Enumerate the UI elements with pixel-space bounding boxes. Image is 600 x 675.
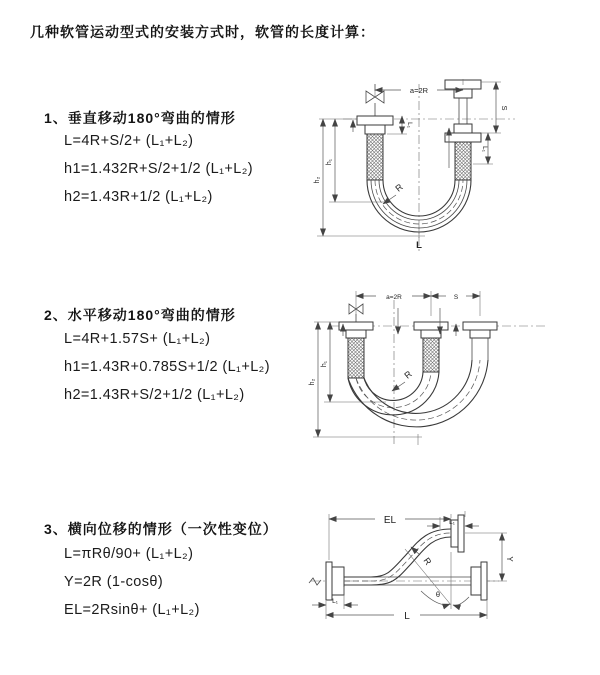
dim-label-a2r: a=2R: [409, 86, 429, 95]
dim-label-s: S: [500, 105, 509, 111]
dim-s: [431, 294, 480, 301]
callout-r: [411, 547, 434, 567]
section-2-heading: 2、水平移动180°弯曲的情形: [44, 307, 236, 323]
dim-label-l1-right: L₁: [481, 146, 488, 152]
dim-label-theta: θ: [435, 590, 441, 599]
dim-el: [329, 514, 451, 560]
dim-label-r: R: [421, 555, 434, 567]
dim-label-h1: h₁: [326, 158, 333, 166]
break-mark: [309, 578, 321, 585]
left-flange: [326, 562, 344, 600]
section-2-formula-L: L=4R+1.57S+ (L₁+L₂): [64, 331, 211, 347]
diagram-horizontal-180-bend: [310, 282, 590, 452]
section-3-heading: 3、横向位移的情形（一次性变位）: [44, 521, 278, 537]
section-3-formula-EL: EL=2Rsinθ+ (L₁+L₂): [64, 602, 200, 618]
diagram-lateral-displacement: [299, 505, 591, 645]
section-3-formula-L: L=πRθ/90+ (L₁+L₂): [64, 546, 194, 562]
dim-label-l: L: [404, 611, 410, 622]
dim-label-l: L: [416, 240, 422, 251]
dim-s: [481, 82, 509, 133]
dim-label-r: R: [393, 181, 405, 194]
right-fitting: [445, 80, 481, 180]
dim-label-l1-top: L₁: [449, 519, 455, 526]
section-2-formula-h2: h2=1.43R+S/2+1/2 (L₁+L₂): [64, 387, 245, 403]
dim-l: [326, 601, 487, 622]
diagram-vertical-180-bend: [313, 70, 590, 260]
dim-label-y: Y: [505, 556, 514, 562]
left-fitting: [339, 322, 373, 378]
section-1-formula-h2: h2=1.43R+1/2 (L₁+L₂): [64, 189, 213, 205]
dim-a2r: [356, 291, 480, 316]
callout-r: [383, 181, 405, 204]
dim-label-l1-left: L₁: [406, 122, 413, 128]
left-fitting: [357, 116, 393, 180]
dim-h2: [309, 322, 422, 437]
right-fitting: [463, 322, 497, 360]
callout-r: [392, 368, 414, 391]
hose-u-position-2: [348, 360, 488, 427]
dim-label-h2: h₂: [309, 378, 316, 386]
hose-s-curve: [344, 529, 451, 585]
dim-label-l1-bottom: L₁: [332, 598, 338, 605]
section-1-heading: 1、垂直移动180°弯曲的情形: [44, 110, 236, 126]
middle-fitting: [414, 322, 448, 372]
dim-label-h2: h₂: [314, 176, 321, 184]
dim-label-s: S: [453, 294, 459, 301]
section-2-formula-h1: h1=1.43R+0.785S+1/2 (L₁+L₂): [64, 359, 270, 375]
dim-label-a2r: a=2R: [386, 294, 402, 301]
page-title: 几种软管运动型式的安装方式时，软管的长度计算：: [30, 24, 375, 40]
section-3-formula-Y: Y=2R (1-cosθ): [64, 574, 164, 590]
section-1-formula-h1: h1=1.432R+S/2+1/2 (L₁+L₂): [64, 161, 254, 177]
section-1-formula-L: L=4R+S/2+ (L₁+L₂): [64, 133, 194, 149]
dim-label-h1: h₁: [321, 360, 328, 368]
angle-theta: [405, 549, 469, 609]
dim-label-el: EL: [383, 515, 397, 526]
dim-label-r: R: [402, 368, 414, 381]
